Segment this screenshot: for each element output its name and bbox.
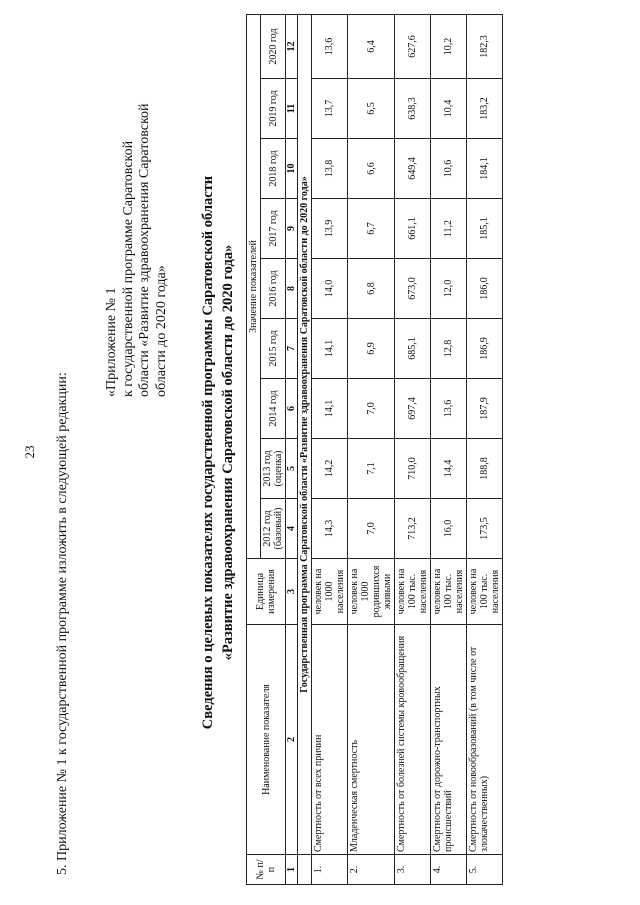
index-cell: 10 bbox=[286, 139, 298, 199]
indicator-unit: человек на 100 тыс. населения bbox=[431, 559, 467, 625]
header-row bbox=[247, 15, 261, 885]
value-cell: 13,8 bbox=[312, 139, 348, 199]
value-cell: 14,1 bbox=[312, 319, 348, 379]
value-cell: 14,2 bbox=[312, 439, 348, 499]
index-cell: 5 bbox=[286, 439, 298, 499]
program-title: Государственная программа Саратовской области «Развитие здравоохранения Саратовской области до 2020 года» bbox=[298, 15, 312, 855]
index-cell: 6 bbox=[286, 379, 298, 439]
year-header: 2013 год (оценка) bbox=[261, 439, 286, 499]
header-unit: Единица измерения bbox=[247, 559, 286, 625]
table-row bbox=[431, 15, 467, 885]
value-cell: 188,8 bbox=[467, 439, 503, 499]
value-cell: 6,9 bbox=[348, 319, 395, 379]
index-cell: 7 bbox=[286, 319, 298, 379]
indicator-unit: человек на 100 тыс. населения bbox=[395, 559, 431, 625]
value-cell: 13,9 bbox=[312, 199, 348, 259]
indicator-unit: человек на 1000 родившихся живыми bbox=[348, 559, 395, 625]
value-cell: 10,6 bbox=[431, 139, 467, 199]
header-name: Наименование показателя bbox=[247, 625, 286, 855]
indicator-unit: человек на 1000 населения bbox=[312, 559, 348, 625]
header-values: Значение показателей bbox=[247, 15, 261, 559]
value-cell: 14,1 bbox=[312, 379, 348, 439]
year-header: 2020 год bbox=[261, 15, 286, 79]
value-cell: 6,5 bbox=[348, 79, 395, 139]
index-row bbox=[286, 15, 298, 885]
value-cell: 649,4 bbox=[395, 139, 431, 199]
annex-line: к государственной программе Саратовской bbox=[120, 140, 136, 397]
row-number: 4. bbox=[431, 855, 467, 885]
index-cell: 12 bbox=[286, 15, 298, 79]
annex-block bbox=[104, 67, 170, 397]
document-subtitle: «Развитие здравоохранения Саратовской области до 2020 года» bbox=[220, 244, 236, 661]
value-cell: 7,0 bbox=[348, 379, 395, 439]
intro-line: 5. Приложение № 1 к государственной программе изложить в следующей редакции: bbox=[55, 372, 70, 875]
value-cell: 13,6 bbox=[312, 15, 348, 79]
row-number: 1. bbox=[312, 855, 348, 885]
indicator-name: Смертность от новообразований (в том числе от злокачественных) bbox=[467, 625, 503, 855]
value-cell: 187,9 bbox=[467, 379, 503, 439]
value-cell: 182,3 bbox=[467, 15, 503, 79]
table-row bbox=[395, 15, 431, 885]
program-row bbox=[298, 15, 312, 885]
annex-line: «Приложение № 1 bbox=[104, 287, 119, 397]
header-no: № п/п bbox=[247, 855, 286, 885]
year-header: 2012 год (базовый) bbox=[261, 499, 286, 559]
table-row bbox=[467, 15, 503, 885]
indicator-name: Младенческая смертность bbox=[348, 625, 395, 855]
value-cell: 7,0 bbox=[348, 499, 395, 559]
value-cell: 16,0 bbox=[431, 499, 467, 559]
year-header: 2017 год bbox=[261, 199, 286, 259]
table-row bbox=[312, 15, 348, 885]
index-cell: 8 bbox=[286, 259, 298, 319]
value-cell: 673,0 bbox=[395, 259, 431, 319]
row-number: 2. bbox=[348, 855, 395, 885]
indicators-table bbox=[246, 14, 503, 885]
value-cell: 6,6 bbox=[348, 139, 395, 199]
value-cell: 6,4 bbox=[348, 15, 395, 79]
value-cell: 10,4 bbox=[431, 79, 467, 139]
program-row-blank bbox=[298, 855, 312, 885]
value-cell: 713,2 bbox=[395, 499, 431, 559]
year-header: 2018 год bbox=[261, 139, 286, 199]
annex-line: области «Развитие здравоохранения Саратовской bbox=[137, 103, 152, 397]
table-row bbox=[348, 15, 395, 885]
value-cell: 627,6 bbox=[395, 15, 431, 79]
page-number: 23 bbox=[22, 445, 37, 459]
indicator-unit: человек на 100 тыс. населения bbox=[467, 559, 503, 625]
year-header: 2016 год bbox=[261, 259, 286, 319]
value-cell: 13,7 bbox=[312, 79, 348, 139]
year-header: 2015 год bbox=[261, 319, 286, 379]
value-cell: 173,5 bbox=[467, 499, 503, 559]
value-cell: 185,1 bbox=[467, 199, 503, 259]
value-cell: 14,4 bbox=[431, 439, 467, 499]
value-cell: 11,2 bbox=[431, 199, 467, 259]
index-cell: 9 bbox=[286, 199, 298, 259]
value-cell: 10,2 bbox=[431, 15, 467, 79]
value-cell: 183,2 bbox=[467, 79, 503, 139]
value-cell: 638,3 bbox=[395, 79, 431, 139]
indicator-name: Смертность от всех причин bbox=[312, 625, 348, 855]
value-cell: 14,0 bbox=[312, 259, 348, 319]
value-cell: 710,0 bbox=[395, 439, 431, 499]
value-cell: 184,1 bbox=[467, 139, 503, 199]
row-number: 5. bbox=[467, 855, 503, 885]
value-cell: 6,8 bbox=[348, 259, 395, 319]
value-cell: 13,6 bbox=[431, 379, 467, 439]
index-cell: 2 bbox=[286, 625, 298, 855]
value-cell: 14,3 bbox=[312, 499, 348, 559]
year-header: 2014 год bbox=[261, 379, 286, 439]
index-cell: 1 bbox=[286, 855, 298, 885]
index-cell: 4 bbox=[286, 499, 298, 559]
year-header: 2019 год bbox=[261, 79, 286, 139]
value-cell: 186,9 bbox=[467, 319, 503, 379]
indicator-name: Смертность от дорожно-транспортных происшествий bbox=[431, 625, 467, 855]
annex-line: области до 2020 года» bbox=[153, 265, 169, 397]
document-title: Сведения о целевых показателях государственной программы Саратовской области bbox=[200, 175, 216, 730]
value-cell: 12,8 bbox=[431, 319, 467, 379]
value-cell: 661,1 bbox=[395, 199, 431, 259]
index-cell: 11 bbox=[286, 79, 298, 139]
value-cell: 7,1 bbox=[348, 439, 395, 499]
value-cell: 685,1 bbox=[395, 319, 431, 379]
value-cell: 12,0 bbox=[431, 259, 467, 319]
value-cell: 6,7 bbox=[348, 199, 395, 259]
index-cell: 3 bbox=[286, 559, 298, 625]
indicator-name: Смертность от болезней системы кровообращения bbox=[395, 625, 431, 855]
value-cell: 186,0 bbox=[467, 259, 503, 319]
value-cell: 697,4 bbox=[395, 379, 431, 439]
row-number: 3. bbox=[395, 855, 431, 885]
